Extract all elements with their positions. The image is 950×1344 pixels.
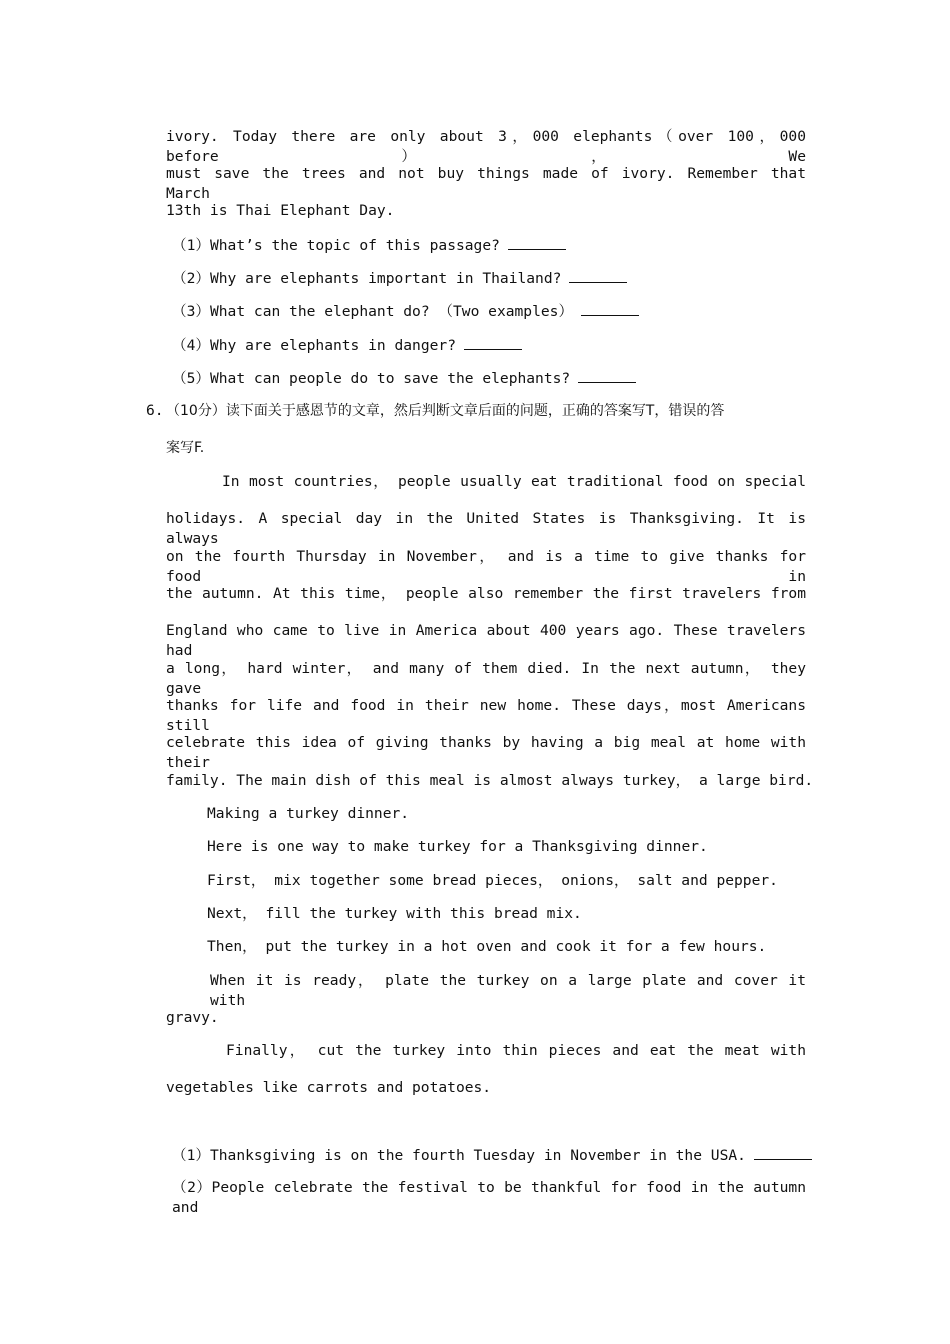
question-text: （4）Why are elephants in danger?: [172, 337, 456, 354]
recipe-line: Here is one way to make turkey for a Thanksgiving dinner.: [207, 838, 708, 855]
passage-line: In most countries， people usually eat traditional food on special: [222, 473, 806, 490]
question-item: [172, 301, 812, 322]
question-item: [172, 335, 812, 356]
question-text: （2）Why are elephants important in Thailand?: [172, 270, 562, 287]
recipe-line: Next， fill the turkey with this bread mix.: [207, 905, 582, 922]
passage-line: ivory. Today there are only about 3，000 elephants（over 100，000 before），We: [166, 128, 806, 165]
passage-line: the autumn. At this time， people also remember the first travelers from: [166, 585, 806, 602]
answer-blank[interactable]: [581, 301, 639, 316]
question-text: （5）What can people do to save the elephants?: [172, 370, 571, 387]
passage-line: thanks for life and food in their new home. These days，most Americans still: [166, 697, 806, 734]
answer-blank[interactable]: [464, 335, 522, 350]
recipe-line: First， mix together some bread pieces， onions， salt and pepper.: [207, 872, 778, 889]
answer-blank[interactable]: [754, 1145, 812, 1160]
question-item: [172, 268, 812, 289]
answer-blank[interactable]: [569, 268, 627, 283]
question-text: （1）What’s the topic of this passage?: [172, 237, 500, 254]
passage-line: on the fourth Thursday in November， and is a time to give thanks for food in: [166, 548, 806, 585]
question-item: （2）People celebrate the festival to be thankful for food in the autumn and: [172, 1179, 806, 1216]
recipe-line: gravy.: [166, 1009, 219, 1026]
passage-line: a long， hard winter， and many of them died. In the next autumn， they gave: [166, 660, 806, 697]
recipe-line: vegetables like carrots and potatoes.: [166, 1079, 492, 1096]
question-text: （3）What can the elephant do? （Two examples）: [172, 303, 574, 320]
answer-blank[interactable]: [578, 368, 636, 383]
recipe-line: Making a turkey dinner.: [207, 805, 410, 822]
question-instruction: 案写F.: [166, 440, 205, 456]
recipe-line: Then， put the turkey in a hot oven and cook it for a few hours.: [207, 938, 767, 955]
passage-line: celebrate this idea of giving thanks by having a big meal at home with their: [166, 734, 806, 771]
question-item: [172, 1145, 806, 1166]
question-instruction: （10分）读下面关于感恩节的文章，然后判断文章后面的问题，正确的答案写T，错误的答: [166, 403, 725, 419]
passage-line: 13th is Thai Elephant Day.: [166, 202, 395, 219]
passage-line: must save the trees and not buy things made of ivory. Remember that March: [166, 165, 806, 202]
passage-line: holidays. A special day in the United States is Thanksgiving. It is always: [166, 510, 806, 547]
question-number: 6.: [146, 402, 164, 419]
answer-blank[interactable]: [508, 235, 566, 250]
passage-line: England who came to live in America about 400 years ago. These travelers had: [166, 622, 806, 659]
recipe-line: When it is ready， plate the turkey on a large plate and cover it with: [210, 972, 806, 1009]
question-item: [172, 368, 812, 389]
question-item: [172, 235, 812, 256]
recipe-line: Finally， cut the turkey into thin pieces and eat the meat with: [226, 1042, 806, 1059]
passage-line: family. The main dish of this meal is almost always turkey， a large bird.: [166, 772, 814, 789]
question-text: （1）Thanksgiving is on the fourth Tuesday in November in the USA.: [172, 1147, 746, 1164]
